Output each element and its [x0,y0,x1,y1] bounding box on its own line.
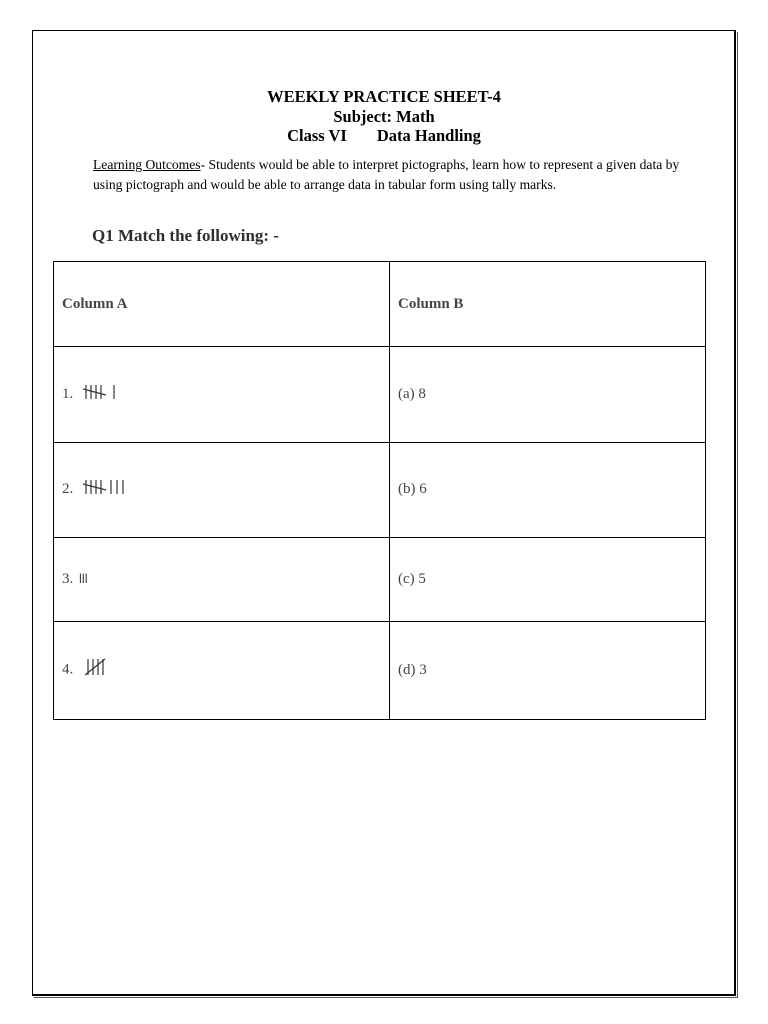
class-line [0,126,768,146]
table-row [54,537,706,621]
column-b-cell: (d) 3 [390,621,706,719]
tally-marks-five [83,658,107,676]
learning-outcomes-label: Learning Outcomes [93,157,201,172]
column-a-cell [54,621,390,719]
tally-marks-three: lll [79,570,88,586]
question-title: Q1 Match the following: - [92,226,279,245]
column-a-cell [54,347,390,443]
subject-line: Subject: Math [333,106,435,126]
sheet-title: WEEKLY PRACTICE SHEET-4 [267,87,501,106]
table-row [54,621,706,719]
item-number: 4. [62,661,74,678]
table-row [54,443,706,537]
tally-marks-eight [83,479,131,495]
tally-marks-six [83,384,121,400]
learning-outcomes-text: - Students would be able to interpret pictographs, learn how to represent a given data by using pictograph and would be able to arrange data in tabular form using tally marks. [93,157,680,192]
column-b-cell: (b) 6 [390,443,706,537]
class-label: Class VI [287,126,347,145]
table-row [54,347,706,443]
column-a-cell [54,443,390,537]
learning-outcomes [93,155,693,194]
topic-label: Data Handling [376,126,481,145]
item-number: 1. [62,386,74,403]
column-b-cell: (c) 5 [390,537,706,621]
table-header-row [54,262,706,347]
column-a-header: Column A [54,262,390,347]
column-b-cell: (a) 8 [390,347,706,443]
item-number: 3. [62,570,74,587]
match-table [53,261,706,720]
column-a-cell [54,537,390,621]
column-b-header: Column B [390,262,706,347]
item-number: 2. [62,481,74,498]
sheet-header [0,87,768,146]
